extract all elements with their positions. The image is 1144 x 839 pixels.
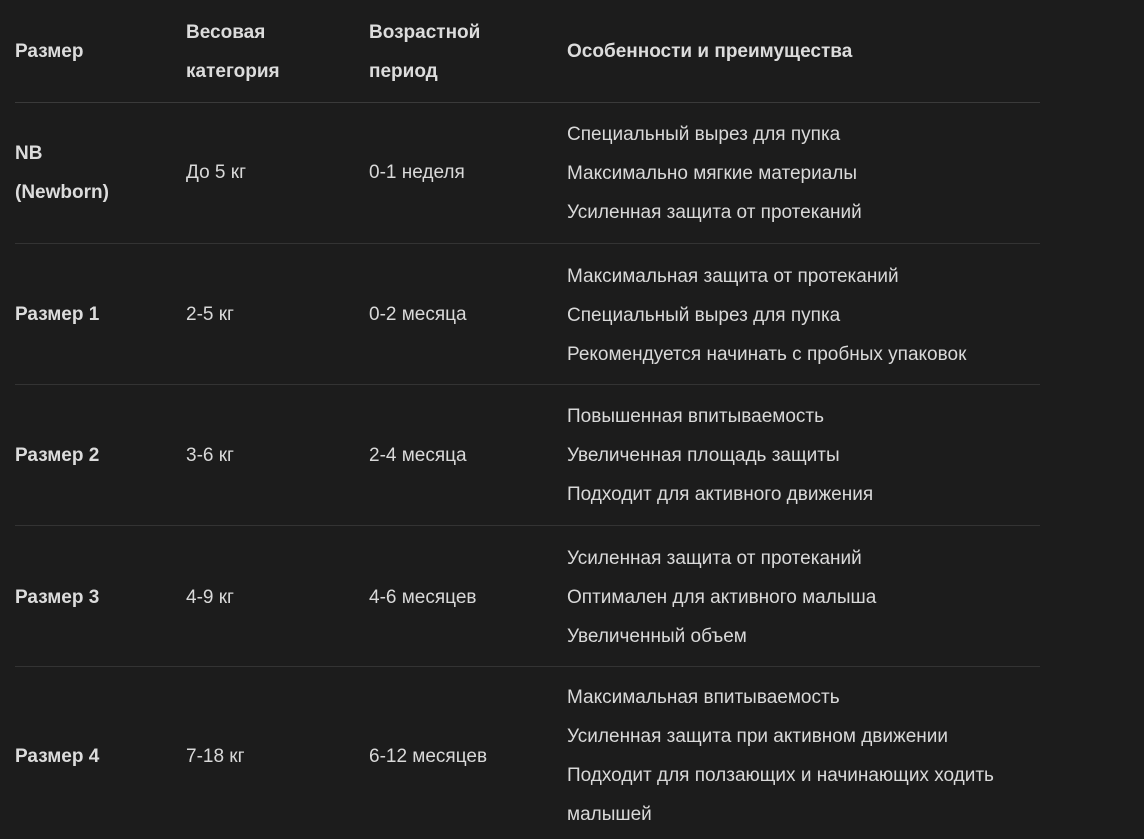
feature-item: Максимальная впитываемость <box>567 687 840 708</box>
feature-item: Усиленная защита от протеканий <box>567 202 862 223</box>
age-cell: 2-4 месяца <box>369 445 467 466</box>
weight-cell: 3-6 кг <box>186 445 234 466</box>
table-row <box>15 103 1040 244</box>
table-row <box>15 385 1040 526</box>
table-row <box>15 526 1040 667</box>
age-cell: 0-1 неделя <box>369 162 465 183</box>
feature-item: Специальный вырез для пупка <box>567 124 841 145</box>
feature-item: Подходит для активного движения <box>567 484 874 505</box>
size-cell: NB (Newborn) <box>15 143 109 203</box>
size-cell: Размер 4 <box>15 746 100 767</box>
feature-item: Специальный вырез для пупка <box>567 305 841 326</box>
features-cell <box>567 397 1027 514</box>
feature-item: Увеличенный объем <box>567 626 747 647</box>
feature-item: Увеличенная площадь защиты <box>567 445 840 466</box>
weight-cell: 2-5 кг <box>186 304 234 325</box>
diaper-size-table <box>15 0 1040 839</box>
feature-item: Максимальная защита от протеканий <box>567 266 899 287</box>
feature-item: Максимально мягкие материалы <box>567 163 858 184</box>
weight-cell: До 5 кг <box>186 162 247 183</box>
features-cell <box>567 539 1027 656</box>
feature-item: Повышенная впитываемость <box>567 406 825 427</box>
age-cell: 0-2 месяца <box>369 304 467 325</box>
table-row <box>15 667 1040 839</box>
header-age: Возрастной период <box>369 22 481 82</box>
feature-item: Рекомендуется начинать с пробных упаковок <box>567 344 967 365</box>
feature-item: Усиленная защита от протеканий <box>567 548 862 569</box>
header-weight: Весовая категория <box>186 22 280 82</box>
feature-item: Оптимален для активного малыша <box>567 587 877 608</box>
age-cell: 4-6 месяцев <box>369 587 477 608</box>
features-cell <box>567 115 1027 232</box>
size-cell: Размер 2 <box>15 445 100 466</box>
table-header-row <box>15 0 1040 103</box>
table-row <box>15 244 1040 385</box>
weight-cell: 4-9 кг <box>186 587 234 608</box>
age-cell: 6-12 месяцев <box>369 746 488 767</box>
weight-cell: 7-18 кг <box>186 746 245 767</box>
feature-item: Подходит для ползающих и начинающих ходить малышей <box>567 765 994 825</box>
size-cell: Размер 3 <box>15 587 100 608</box>
features-cell <box>567 678 1017 834</box>
header-size: Размер <box>15 41 84 62</box>
features-cell <box>567 257 1027 374</box>
size-cell: Размер 1 <box>15 304 100 325</box>
feature-item: Усиленная защита при активном движении <box>567 726 948 747</box>
header-features: Особенности и преимущества <box>567 41 853 62</box>
